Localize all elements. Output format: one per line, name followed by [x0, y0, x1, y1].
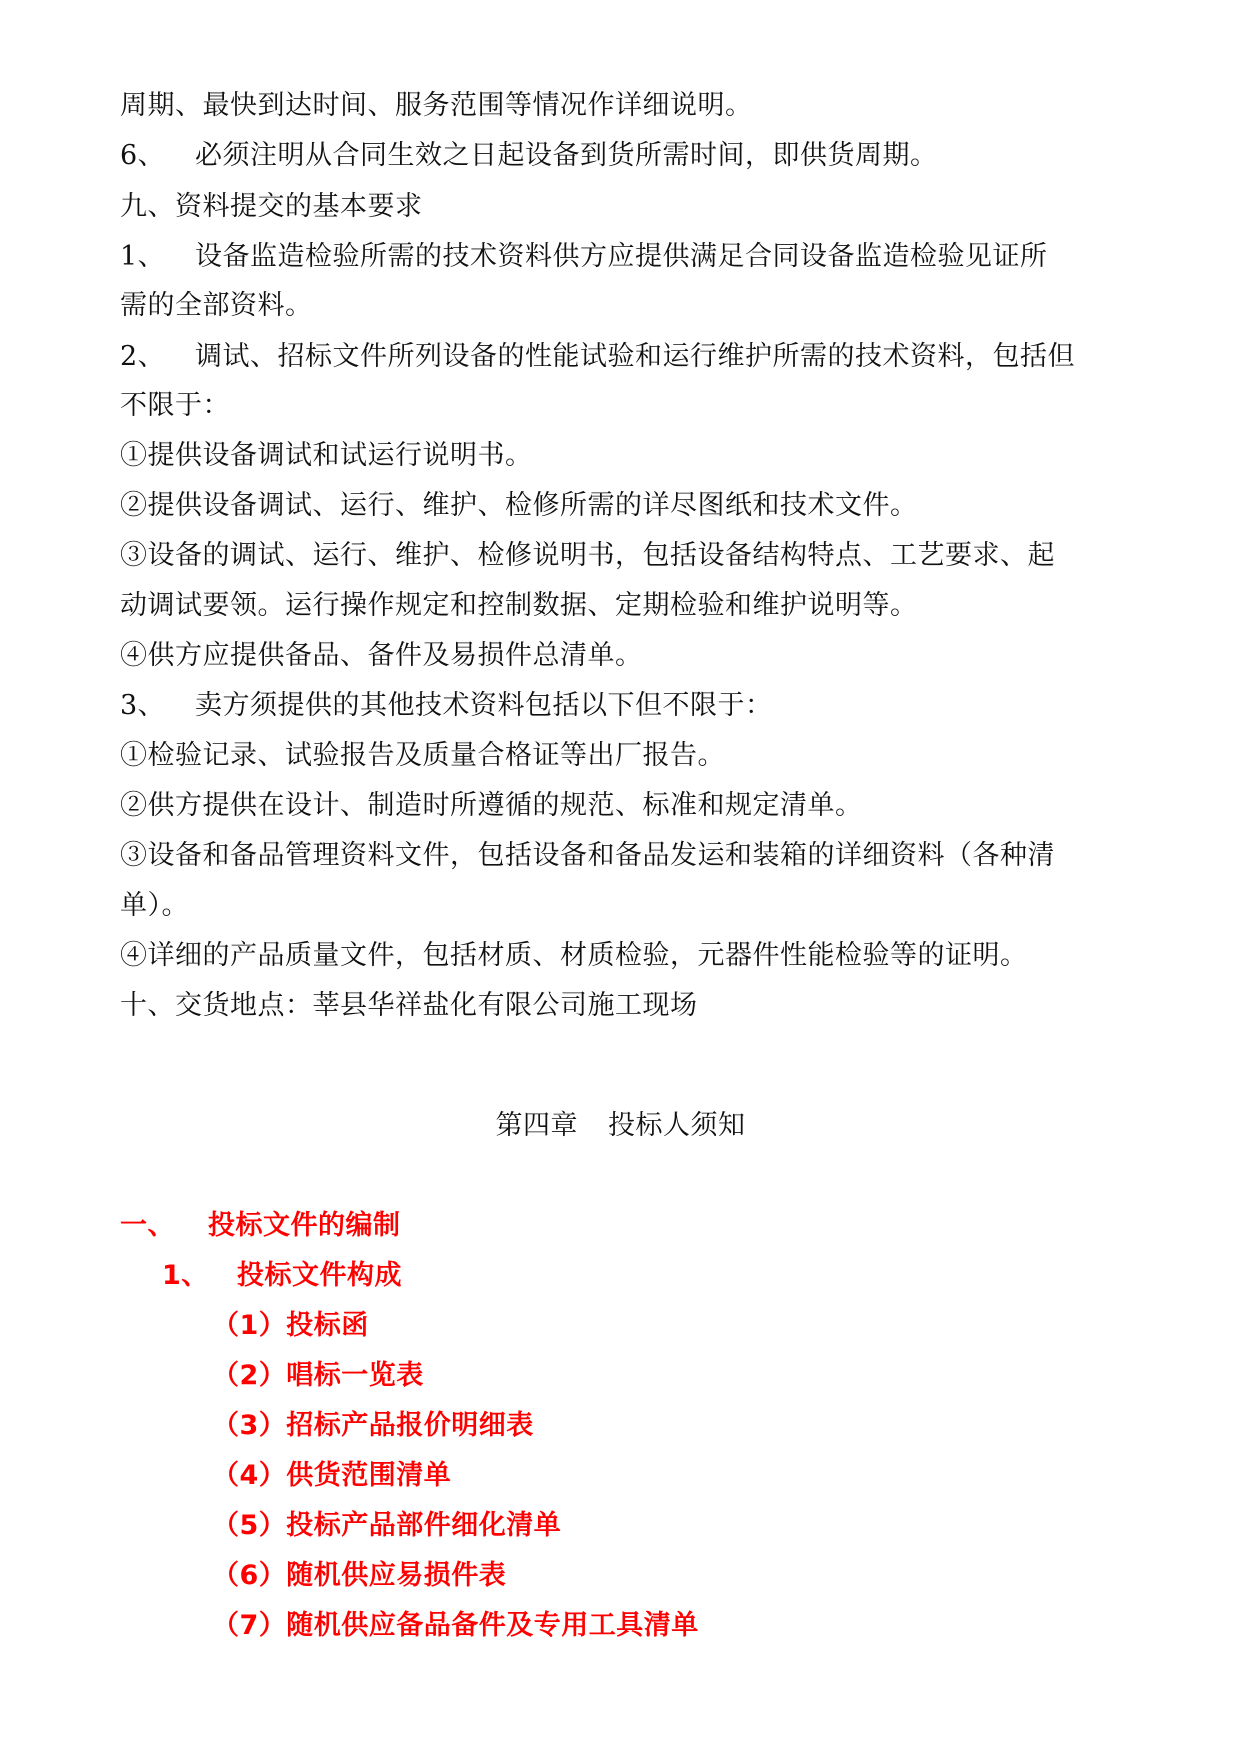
item-text: 卖方须提供的其他技术资料包括以下但不限于： [195, 690, 773, 721]
list-item: （5）投标产品部件细化清单 [212, 1510, 562, 1541]
body-line: ①提供设备调试和试运行说明书。 [120, 440, 533, 471]
body-line: 动调试要领。运行操作规定和控制数据、定期检验和维护说明等。 [120, 590, 918, 621]
body-line: ①检验记录、试验报告及质量合格证等出厂报告。 [120, 740, 725, 771]
list-item: （4）供货范围清单 [212, 1460, 452, 1491]
body-line: ②供方提供在设计、制造时所遵循的规范、标准和规定清单。 [120, 790, 863, 821]
subsection-heading [162, 1258, 402, 1294]
item-text: 必须注明从合同生效之日起设备到货所需时间，即供货周期。 [195, 140, 938, 171]
item-number: 2、 [120, 341, 166, 372]
item-number: 3、 [120, 690, 166, 721]
body-line: 周期、最快到达时间、服务范围等情况作详细说明。 [120, 90, 753, 121]
list-item: （7）随机供应备品备件及专用工具清单 [212, 1610, 699, 1641]
body-line-numbered [120, 239, 1048, 275]
section-heading-nine: 九、资料提交的基本要求 [120, 191, 423, 222]
section-number: 一、 [120, 1210, 175, 1241]
body-line: ④详细的产品质量文件，包括材质、材质检验，元器件性能检验等的证明。 [120, 940, 1028, 971]
list-item: （2）唱标一览表 [212, 1360, 424, 1391]
body-line-numbered [120, 688, 773, 724]
subsection-title: 投标文件构成 [237, 1260, 402, 1291]
chapter-number: 第四章 [495, 1110, 578, 1141]
body-line-numbered [120, 339, 1075, 375]
item-text: 设备监造检验所需的技术资料供方应提供满足合同设备监造检验见证所 [195, 241, 1048, 272]
chapter-title: 投标人须知 [608, 1110, 746, 1141]
body-line: 需的全部资料。 [120, 290, 313, 321]
list-item: （1）投标函 [212, 1310, 369, 1341]
section-heading [120, 1208, 401, 1244]
body-line: ④供方应提供备品、备件及易损件总清单。 [120, 640, 643, 671]
section-title: 投标文件的编制 [208, 1210, 401, 1241]
body-line: ③设备的调试、运行、维护、检修说明书，包括设备结构特点、工艺要求、起 [120, 540, 1055, 571]
list-item: （6）随机供应易损件表 [212, 1560, 507, 1591]
item-number: 1、 [120, 241, 166, 272]
body-line: 不限于： [120, 390, 230, 421]
item-number: 6、 [120, 140, 166, 171]
body-line: ②提供设备调试、运行、维护、检修所需的详尽图纸和技术文件。 [120, 490, 918, 521]
list-item: （3）招标产品报价明细表 [212, 1410, 534, 1441]
section-heading-ten: 十、交货地点：莘县华祥盐化有限公司施工现场 [120, 990, 698, 1021]
item-text: 调试、招标文件所列设备的性能试验和运行维护所需的技术资料，包括但 [195, 341, 1075, 372]
body-line: ③设备和备品管理资料文件，包括设备和备品发运和装箱的详细资料（各种清 [120, 840, 1055, 871]
body-line: 单）。 [120, 890, 189, 921]
chapter-heading [0, 1108, 1241, 1144]
subsection-number: 1、 [162, 1260, 209, 1291]
body-line-numbered [120, 138, 938, 174]
